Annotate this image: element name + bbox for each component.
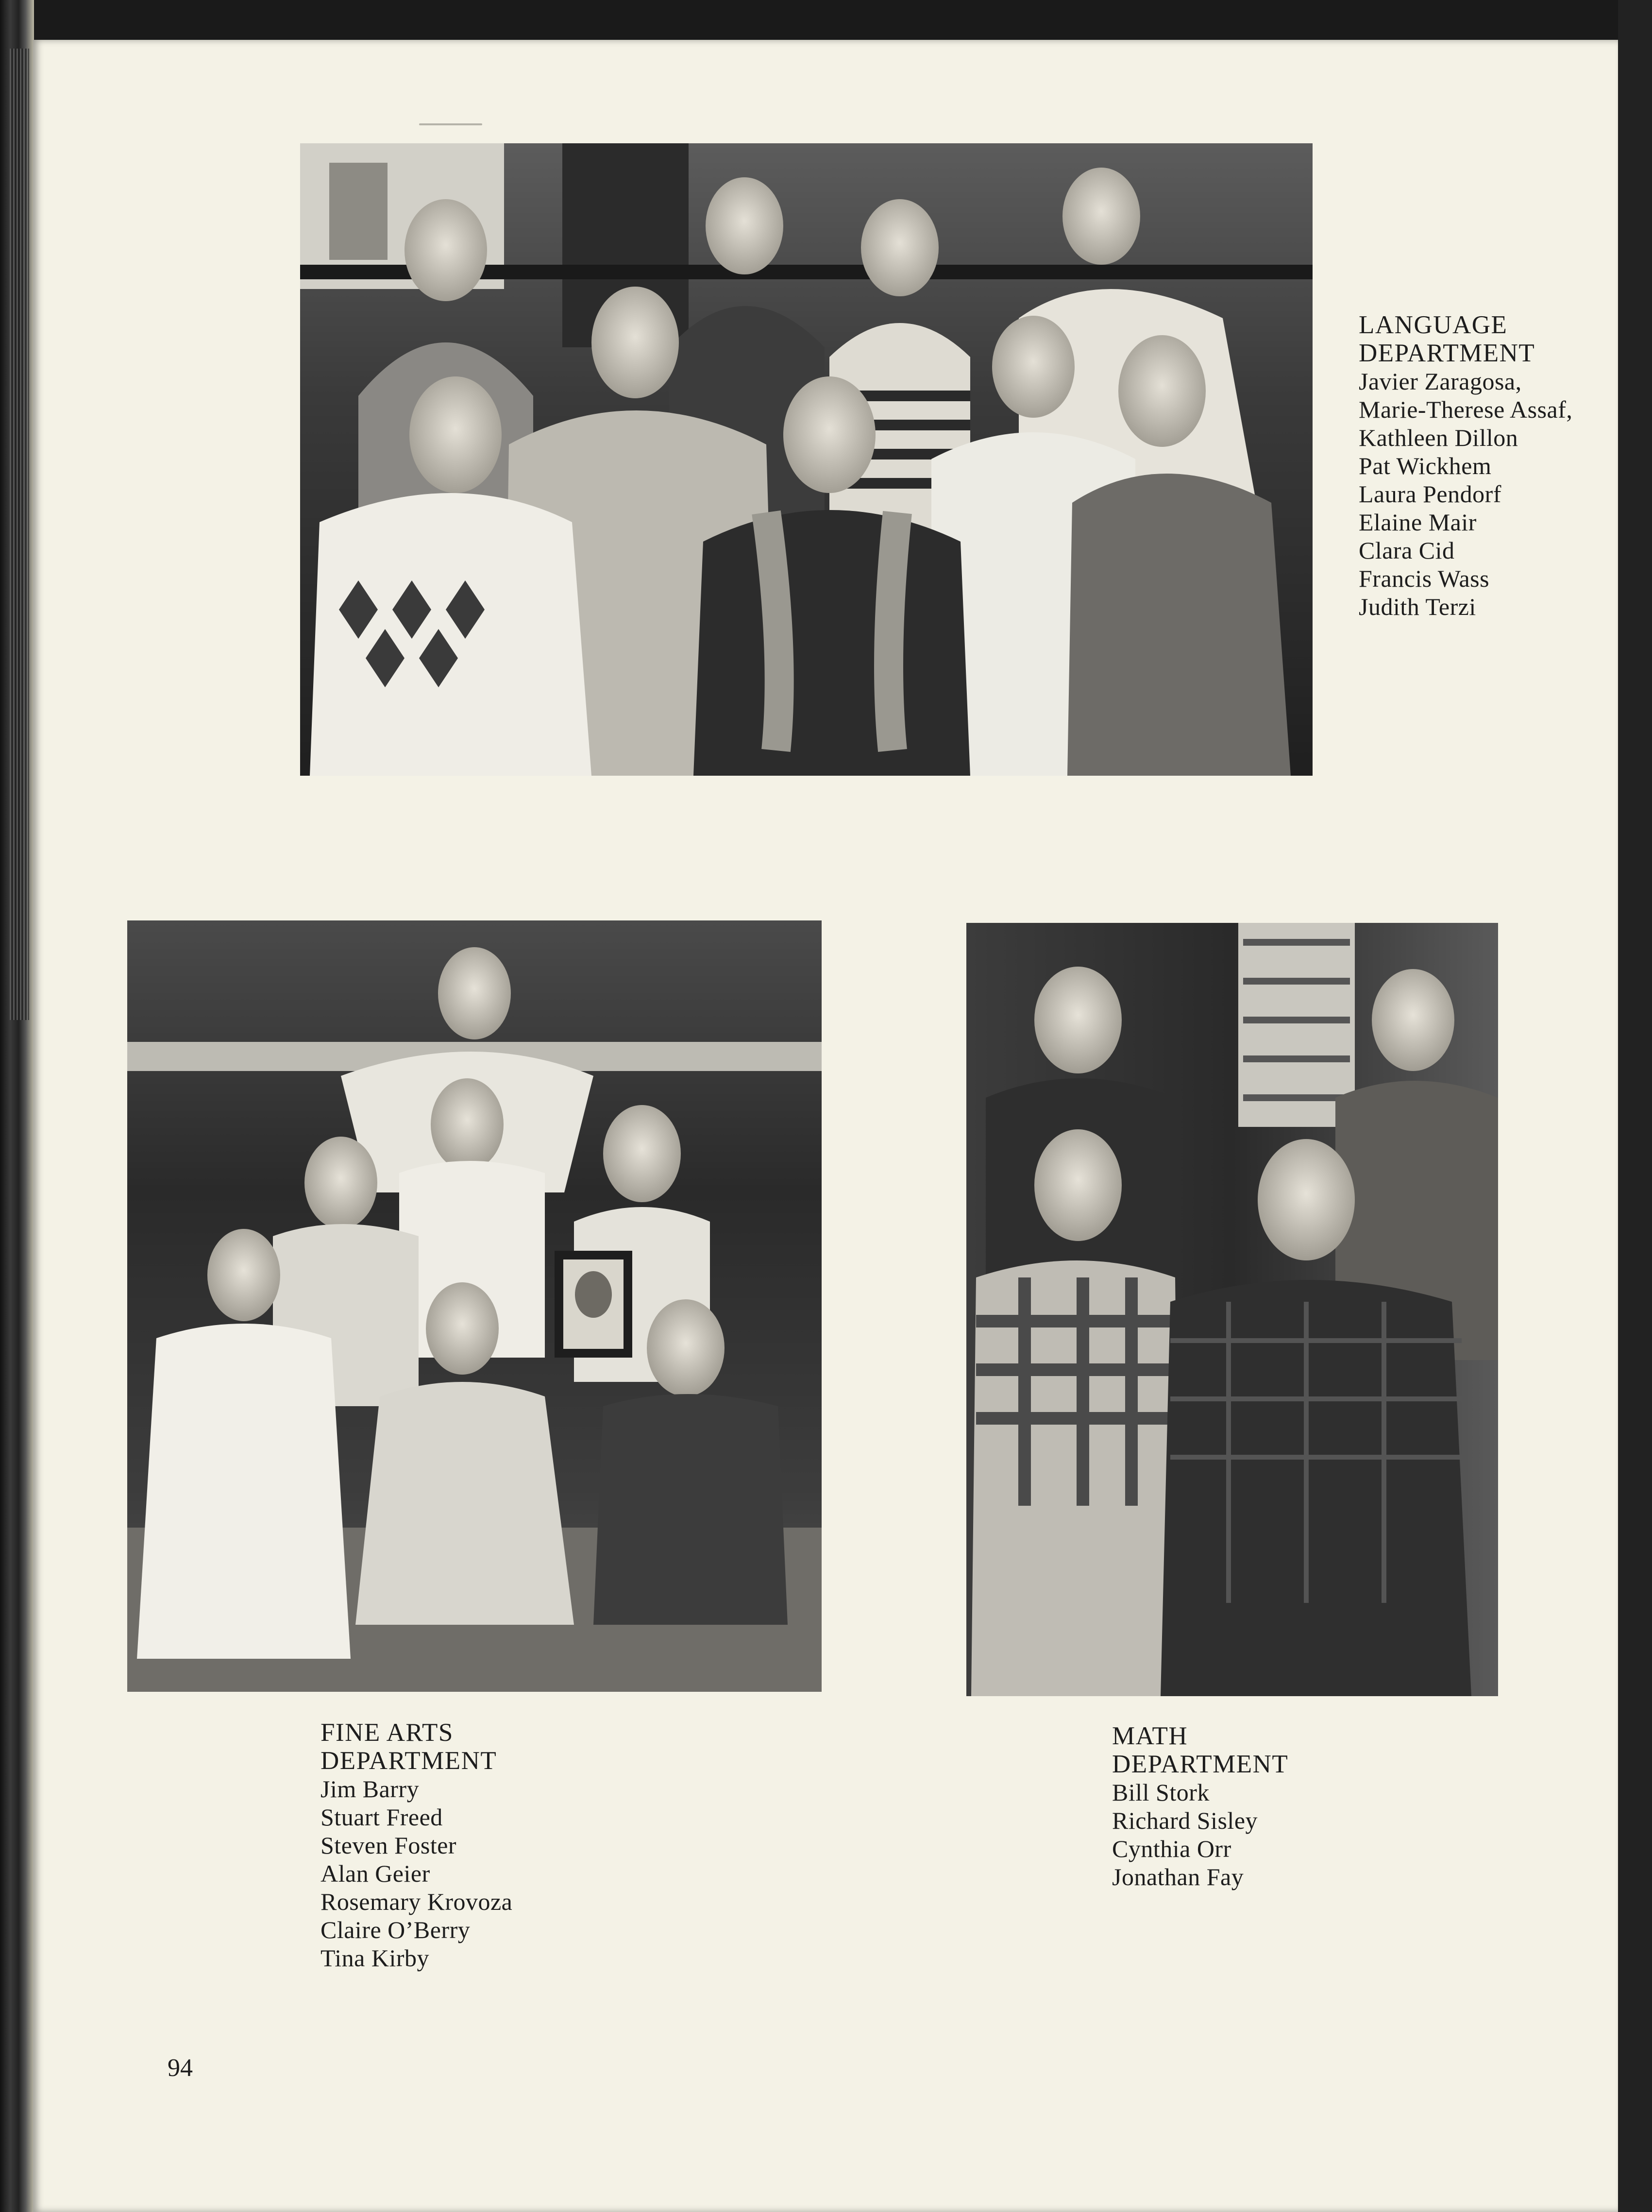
language-heading-line2: DEPARTMENT <box>1359 339 1535 367</box>
math-member: Jonathan Fay <box>1112 1863 1244 1890</box>
language-member: Laura Pendorf <box>1359 480 1501 508</box>
scanner-bed-right <box>1618 0 1652 2212</box>
math-member: Richard Sisley <box>1112 1807 1258 1834</box>
fine-arts-member: Alan Geier <box>320 1860 430 1887</box>
language-department-photo <box>300 143 1313 776</box>
fine-arts-member: Stuart Freed <box>320 1804 443 1831</box>
language-member: Kathleen Dillon <box>1359 424 1518 451</box>
math-department-caption <box>1112 1722 1288 1891</box>
math-member: Cynthia Orr <box>1112 1835 1231 1862</box>
language-member: Marie-Therese Assaf, <box>1359 396 1573 423</box>
book-binding <box>0 0 34 2212</box>
fine-arts-member: Jim Barry <box>320 1775 420 1803</box>
fine-arts-member: Tina Kirby <box>320 1944 430 1972</box>
fine-arts-member: Steven Foster <box>320 1832 457 1859</box>
print-mark <box>419 123 482 125</box>
math-heading-line1: MATH <box>1112 1722 1188 1750</box>
scanner-bed-top <box>0 0 1652 44</box>
math-heading-line2: DEPARTMENT <box>1112 1750 1289 1778</box>
language-member: Clara Cid <box>1359 537 1455 564</box>
math-member: Bill Stork <box>1112 1779 1210 1806</box>
language-department-caption <box>1359 311 1572 621</box>
fine-arts-member: Claire O’Berry <box>320 1916 471 1943</box>
language-member: Javier Zaragosa, <box>1359 368 1522 395</box>
fine-arts-department-caption <box>320 1719 512 1972</box>
fine-arts-member: Rosemary Krovoza <box>320 1888 513 1915</box>
language-heading-line1: LANGUAGE <box>1359 311 1508 339</box>
language-member: Pat Wickhem <box>1359 452 1492 479</box>
language-member: Judith Terzi <box>1359 593 1476 620</box>
language-member: Elaine Mair <box>1359 509 1477 536</box>
math-department-photo <box>966 923 1498 1696</box>
fine-arts-heading-line1: FINE ARTS <box>320 1719 454 1747</box>
spine-edge <box>10 49 29 1020</box>
language-member: Francis Wass <box>1359 565 1490 592</box>
fine-arts-heading-line2: DEPARTMENT <box>320 1747 497 1775</box>
page-number: 94 <box>168 2054 193 2082</box>
fine-arts-department-photo <box>127 920 822 1692</box>
